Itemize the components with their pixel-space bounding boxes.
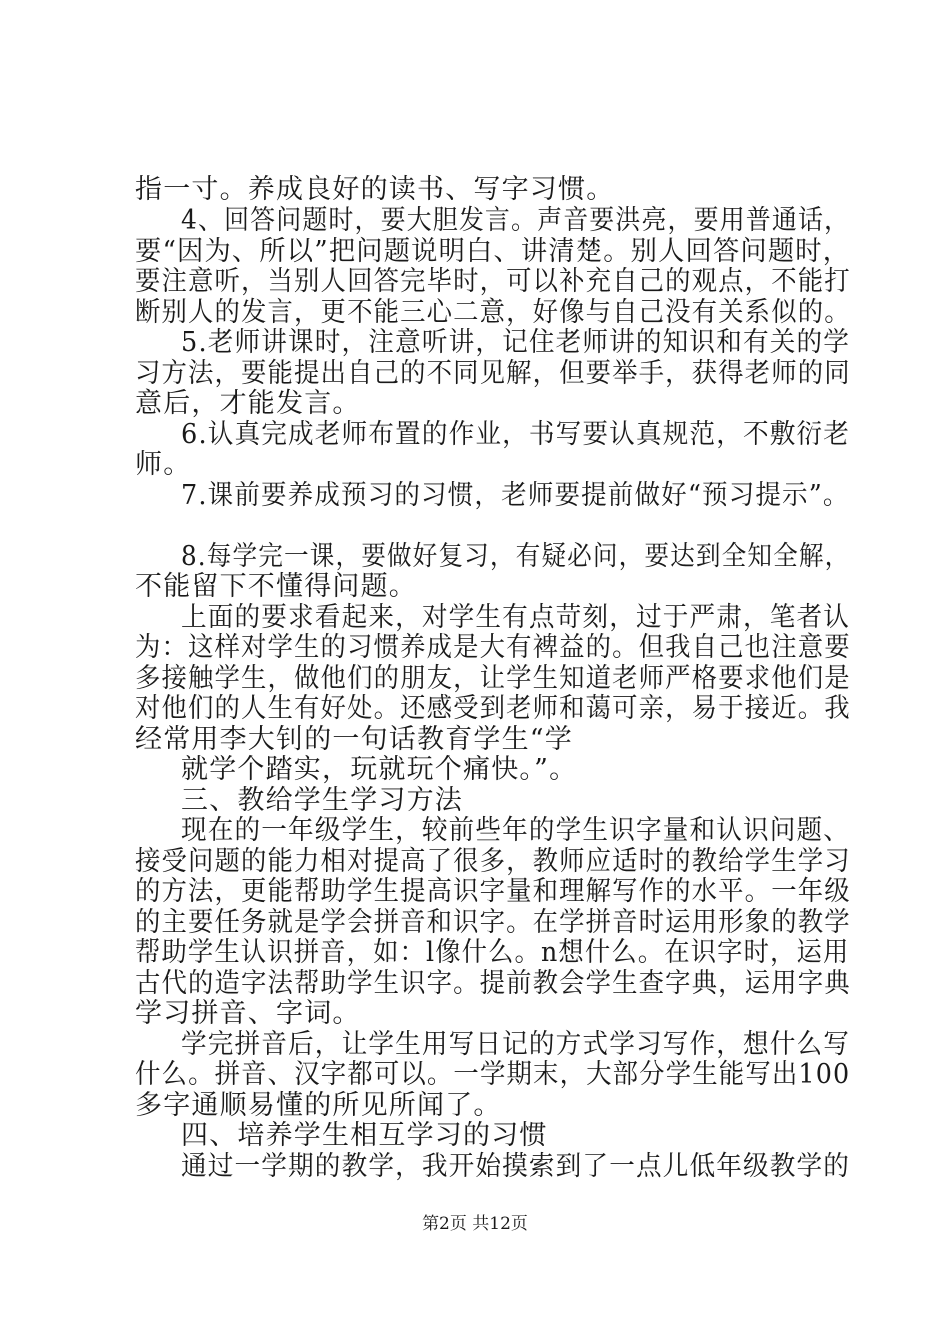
text-line: 要“因为、所以”把问题说明白、讲清楚。别人回答问题时，	[135, 235, 851, 267]
section-heading: 四、培养学生相互学习的习惯	[181, 1120, 548, 1152]
text-line: 就学个踏实，玩就玩个痛快。”。	[181, 754, 578, 786]
text-line: 的主要任务就是学会拼音和识字。在学拼音时运用形象的教学	[135, 906, 851, 938]
text-line: 什么。拼音、汉字都可以。一学期末，大部分学生能写出100	[135, 1059, 851, 1091]
text-line: 师。	[135, 449, 192, 481]
text-line: 指一寸。养成良好的读书、写字习惯。	[135, 174, 615, 205]
page-number: 第2页 共12页	[422, 1214, 528, 1234]
text-line: 多字通顺易懂的所见所闻了。	[135, 1089, 502, 1121]
text-line: 4、回答问题时，要大胆发言。声音要洪亮，要用普通话，	[181, 205, 851, 237]
text-line: 古代的造字法帮助学生识字。提前教会学生查字典，运用字典	[135, 967, 851, 999]
text-line: 帮助学生认识拼音，如：l像什么。n想什么。在识字时，运用	[135, 937, 850, 969]
text-line: 8.每学完一课，要做好复习，有疑必问，要达到全知全解，	[181, 540, 851, 572]
text-line: 意后，才能发言。	[135, 388, 361, 420]
text-line: 为：这样对学生的习惯养成是大有裨益的。但我自己也注意要	[135, 632, 851, 664]
section-heading: 三、教给学生学习方法	[181, 784, 463, 816]
text-line: 要注意听，当别人回答完毕时，可以补充自己的观点，不能打	[135, 266, 851, 298]
text-line: 5.老师讲课时，注意听讲，记住老师讲的知识和有关的学	[181, 327, 851, 359]
text-line: 不能留下不懂得问题。	[135, 571, 417, 603]
text-line: 经常用李大钊的一句话教育学生“学	[135, 723, 574, 755]
text-line: 的方法，更能帮助学生提高识字量和理解写作的水平。一年级	[135, 876, 851, 908]
text-line: 对他们的人生有好处。还感受到老师和蔼可亲，易于接近。我	[135, 693, 851, 725]
text-line: 上面的要求看起来，对学生有点苛刻，过于严肃，笔者认	[181, 601, 851, 633]
text-line: 7.课前要养成预习的习惯，老师要提前做好“预习提示”。	[181, 479, 850, 511]
text-line: 6.认真完成老师布置的作业，书写要认真规范，不敷衍老	[181, 418, 851, 450]
text-line: 习方法，要能提出自己的不同见解，但要举手，获得老师的同	[135, 357, 851, 389]
text-line: 接受问题的能力相对提高了很多，教师应适时的教给学生学习	[135, 845, 851, 877]
text-line: 多接触学生，做他们的朋友，让学生知道老师严格要求他们是	[135, 662, 851, 694]
text-line: 断别人的发言，更不能三心二意，好像与自己没有关系似的。	[135, 296, 851, 328]
text-line: 学完拼音后，让学生用写日记的方式学习写作，想什么写	[181, 1028, 851, 1060]
text-line: 学习拼音、字词。	[135, 998, 361, 1030]
text-line: 通过一学期的教学，我开始摸索到了一点儿低年级教学的	[181, 1151, 851, 1182]
text-line: 现在的一年级学生，较前些年的学生识字量和认识问题、	[181, 815, 851, 847]
